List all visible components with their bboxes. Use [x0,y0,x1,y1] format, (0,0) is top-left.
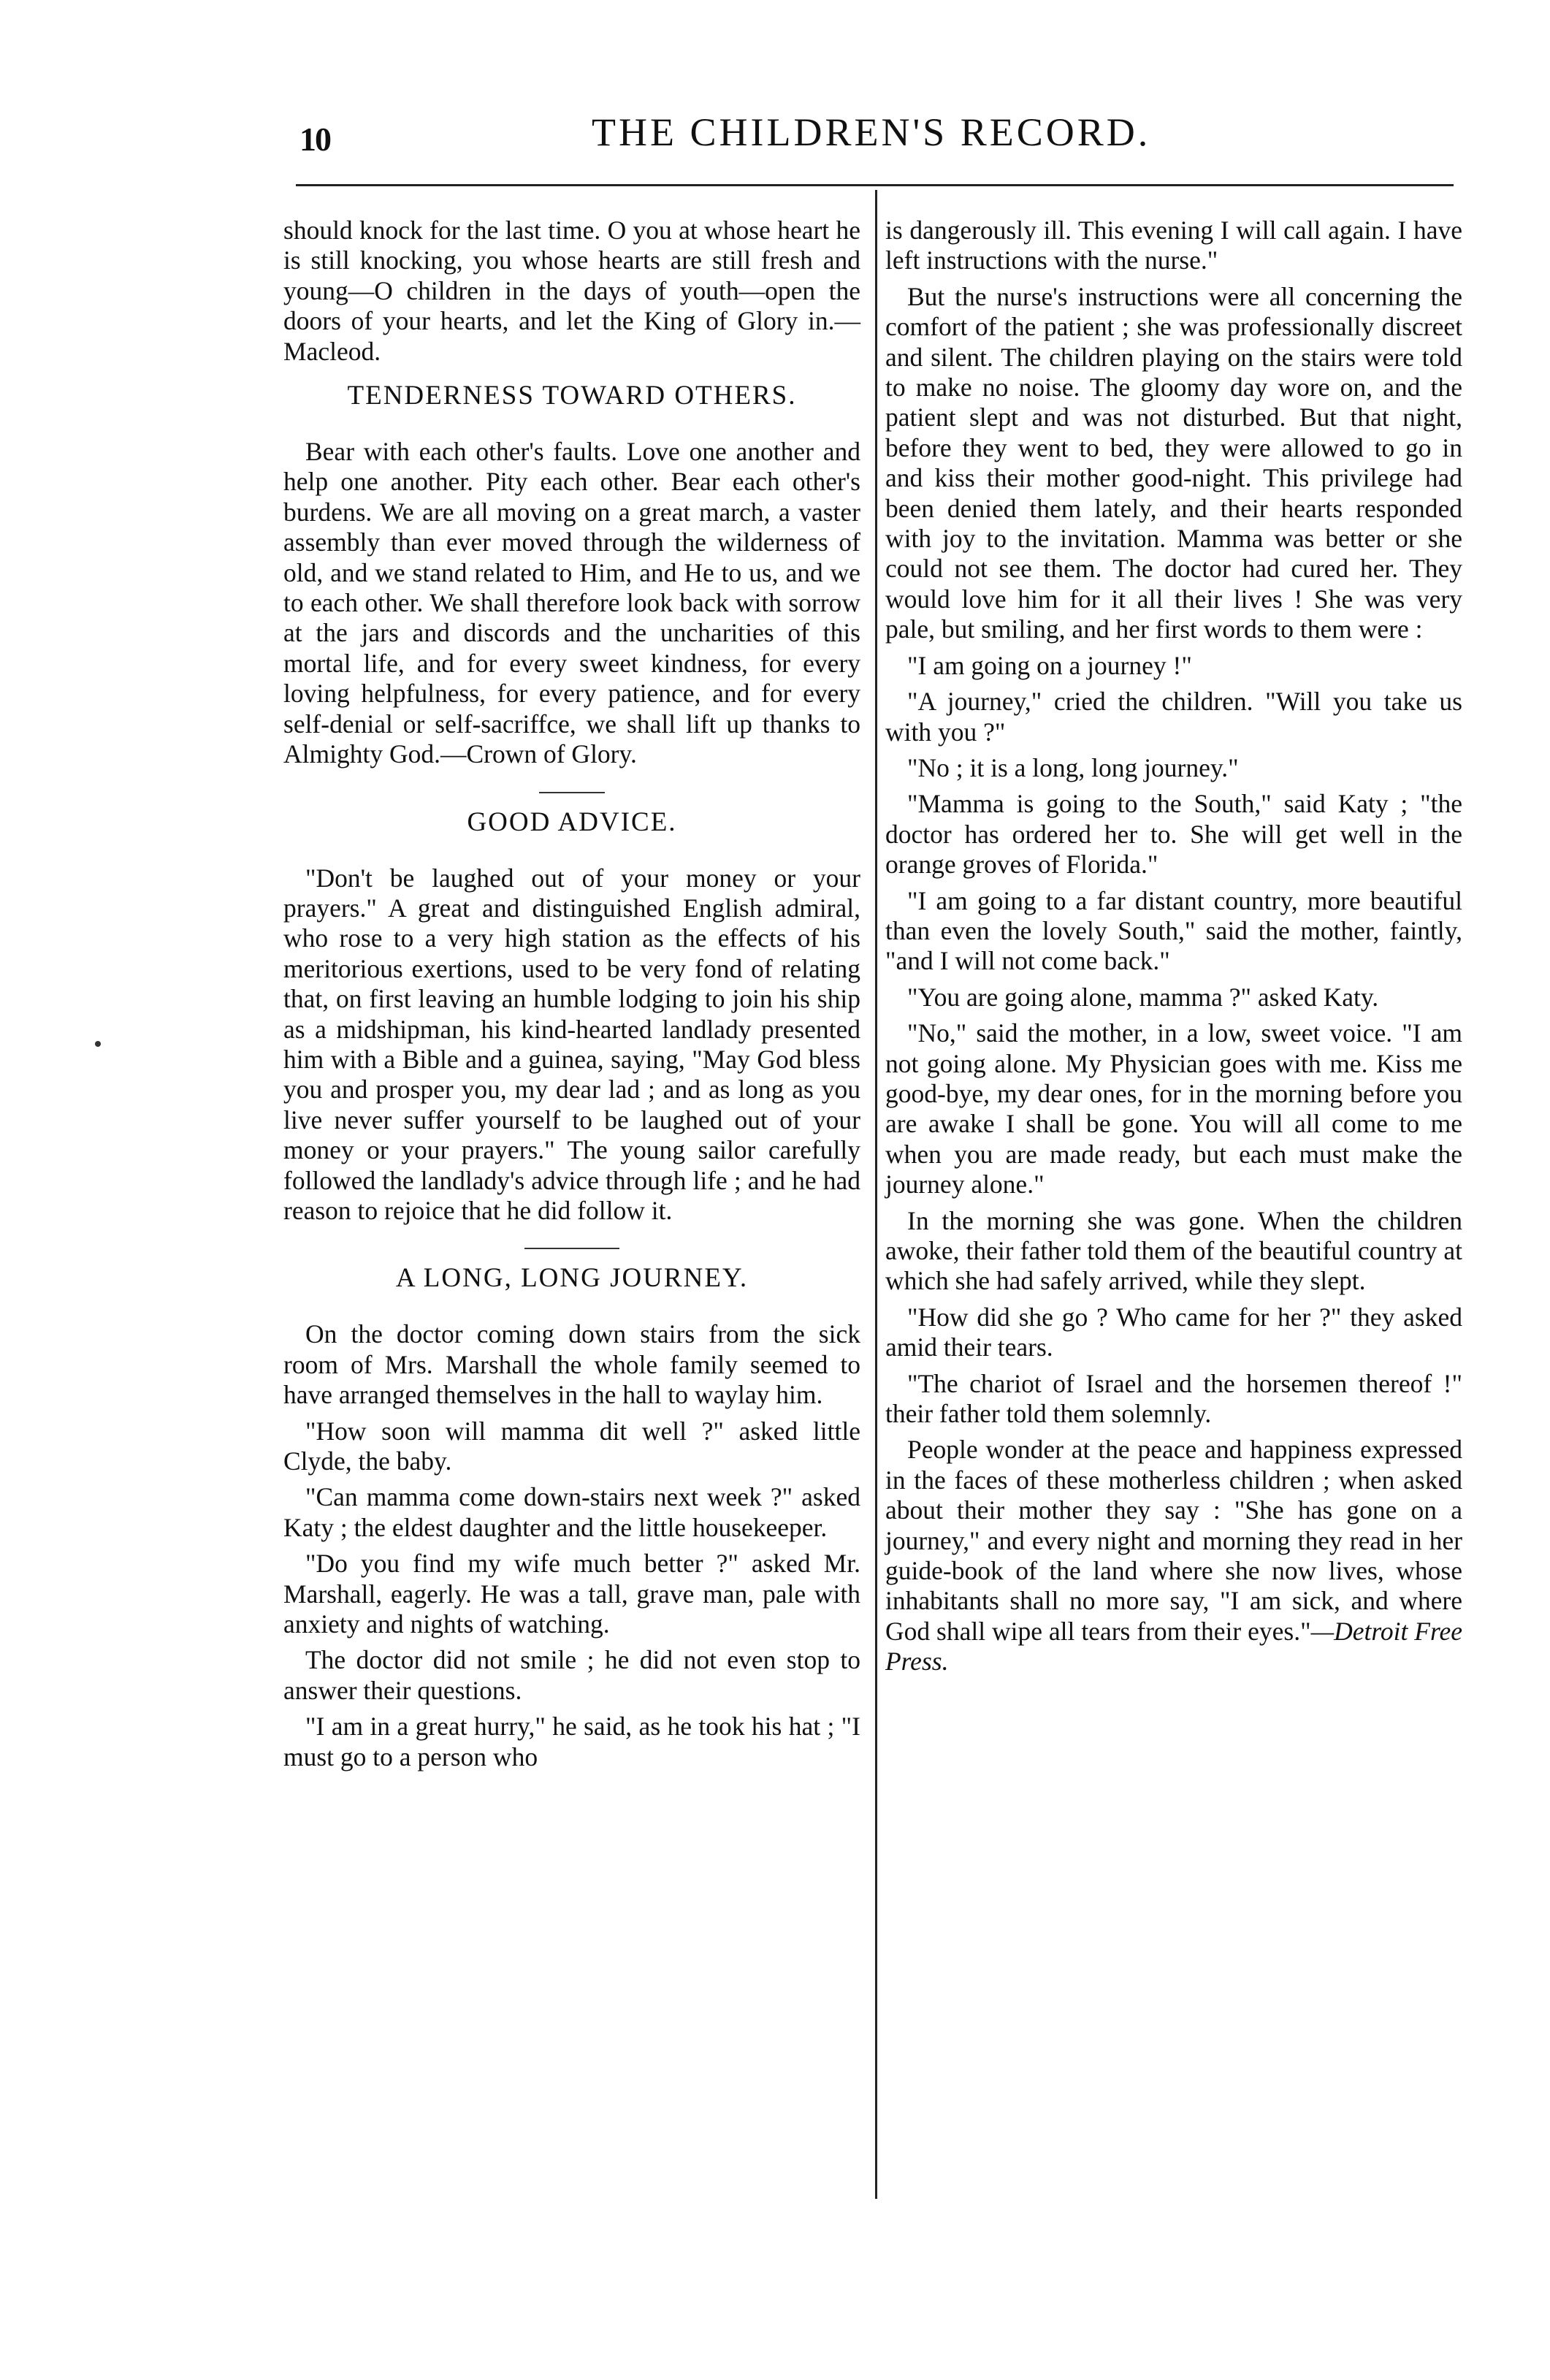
source-credit: —Detroit Free Press. [885,1616,1462,1677]
good-advice-body: "Don't be laughed out of your money or your prayers." A great and distinguished English admiral, who rose to a very high station as the effects of his meritorious exertions, used to be very fond of relating that, on first leaving an humble lodging to join his ship as a midshipman, his kind-hearted landlady presented him with a Bible and a guinea, saying, "May God bless you and prosper you, my dear lad ; and as long as you live never suffer yourself to be laughed out of your money or your prayers." The young sailor carefully followed the landlady's advice through life ; and he had reason to rejoice that he did follow it. [283,863,860,1225]
journey-paragraph: "Can mamma come down-stairs next week ?" asked Katy ; the eldest daughter and the little housekeeper. [283,1482,860,1542]
journey-paragraph: "You are going alone, mamma ?" asked Katy. [907,982,1379,1012]
journey-paragraph: is dangerously ill. This evening I will call again. I have left instructions with the nurse." [885,216,1462,275]
journey-paragraph: "I am in a great hurry," he said, as he took his hat ; "I must go to a person who [283,1712,860,1771]
journey-paragraph: "Do you find my wife much better ?" asked Mr. Marshall, eagerly. He was a tall, grave man, pale with anxiety and nights of watching. [283,1549,860,1639]
stray-ink-mark [95,1041,101,1047]
journey-paragraph: On the doctor coming down stairs from the sick room of Mrs. Marshall the whole family seemed to have arranged themselves in the hall to waylay him. [283,1319,860,1410]
journey-paragraph: "How did she go ? Who came for her ?" they asked amid their tears. [885,1302,1462,1362]
journey-paragraph-text: People wonder at the peace and happiness expressed in the faces of these motherless children ; when asked about their mother they say : "She has gone on a journey," and every night and morning they read in her guide-book of the land where she now lives, whose inhabitants shall no more say, "I am sick, and where God shall wipe all tears from their eyes." [885,1435,1462,1646]
intro-paragraph: should knock for the last time. O you at whose heart he is still knocking, you whose hearts are still fresh and young—O children in the days of youth—open the doors of your hearts, and let the King of Glory in.—Macleod. [283,216,860,366]
page-number: 10 [299,121,330,158]
journey-paragraph: "A journey," cried the children. "Will you take us with you ?" [885,687,1462,747]
tenderness-body: Bear with each other's faults. Love one another and help one another. Pity each other. Bear each other's burdens. We are all moving on a great march, a vaster assembly than ever moved through the wilderness of old, and we stand related to Him, and He to us, and we to each other. We shall therefore look back with sorrow at the jars and discords and the uncharities of this mortal life, and for every sweet kindness, for every loving helpfulness, for every patience, and for every self-denial or self-sacriffce, we shall lift up thanks to Almighty God.—Crown of Glory. [283,437,860,769]
tenderness-heading: TENDERNESS TOWARD OTHERS. [347,381,797,411]
header-rule [296,184,1454,186]
long-journey-heading: A LONG, LONG JOURNEY. [395,1263,749,1294]
journey-paragraph: "The chariot of Israel and the horsemen thereof !" their father told them solemnly. [885,1368,1462,1429]
section-rule [539,792,605,793]
journey-paragraph: But the nurse's instructions were all concerning the comfort of the patient ; she was professionally discreet and silent. The children playing on the stairs were told to make no noise. The gloomy day wore on, and the patient slept and was not disturbed. But that night, before they went to bed, they were allowed to go in and kiss their mother good-night. This privilege had been denied them lately, and their hearts responded with joy to the invitation. Mamma was better or she could not see them. The doctor had cured her. They would love him for it all their lives ! She was very pale, but smiling, and her first words to them were : [885,281,1462,644]
journey-final-paragraph [885,1435,1462,1677]
section-rule [524,1248,619,1249]
journey-paragraph: "How soon will mamma dit well ?" asked little Clyde, the baby. [283,1416,860,1476]
journey-paragraph: In the morning she was gone. When the children awoke, their father told them of the beautiful country at which she had safely arrived, while they slept. [885,1205,1462,1296]
good-advice-heading: GOOD ADVICE. [467,806,677,837]
journey-paragraph: "Mamma is going to the South," said Katy ; "the doctor has ordered her to. She will get well in the orange groves of Florida." [885,789,1462,880]
column-divider [875,190,877,2199]
running-title: THE CHILDREN'S RECORD. [592,110,1151,154]
journey-paragraph: "No ; it is a long, long journey." [907,752,1239,782]
left-column [283,216,860,1778]
right-column [885,216,1462,1683]
journey-paragraph: The doctor did not smile ; he did not even stop to answer their questions. [283,1645,860,1705]
journey-paragraph: "I am going on a journey !" [907,650,1192,680]
page-header [278,110,1461,175]
journey-paragraph: "No," said the mother, in a low, sweet voice. "I am not going alone. My Physician goes with me. Kiss me good-bye, my dear ones, for in the morning before you are awake I shall be gone. You will all come to me when you are made ready, but each must make the journey alone." [885,1018,1462,1199]
journey-paragraph: "I am going to a far distant country, more beautiful than even the lovely South," said the mother, faintly, "and I will not come back." [885,885,1462,976]
